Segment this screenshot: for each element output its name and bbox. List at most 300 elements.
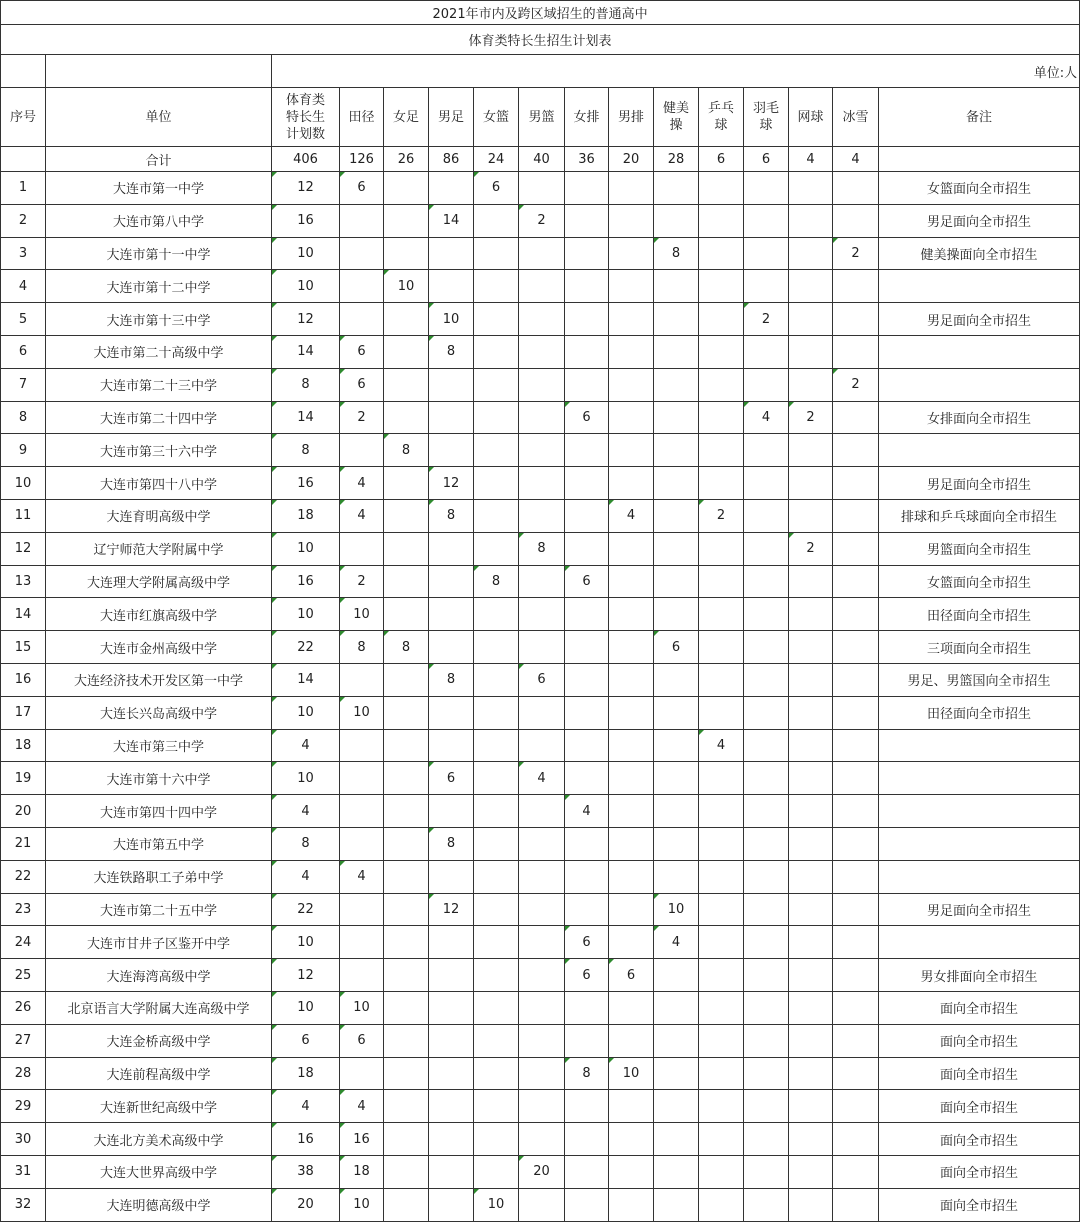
row-value: 2 xyxy=(340,401,384,434)
row-value xyxy=(429,172,474,205)
row-value xyxy=(789,1024,833,1057)
row-index: 6 xyxy=(1,335,46,368)
row-value xyxy=(384,860,429,893)
row-value xyxy=(699,1155,744,1188)
row-value xyxy=(833,827,879,860)
row-index: 2 xyxy=(1,204,46,237)
row-value xyxy=(565,303,609,336)
row-value xyxy=(519,499,565,532)
row-value xyxy=(429,926,474,959)
row-value xyxy=(833,467,879,500)
row-value xyxy=(565,1188,609,1221)
row-value xyxy=(519,729,565,762)
row-value xyxy=(833,1057,879,1090)
row-value xyxy=(519,1024,565,1057)
header-tianjing: 田径 xyxy=(340,88,384,147)
row-value xyxy=(429,959,474,992)
row-value: 4 xyxy=(340,860,384,893)
row-value: 8 xyxy=(272,368,340,401)
total-value: 26 xyxy=(384,147,429,172)
row-value: 16 xyxy=(272,1123,340,1156)
total-value: 6 xyxy=(699,147,744,172)
header-nvzu: 女足 xyxy=(384,88,429,147)
table-row xyxy=(1,499,1080,532)
row-index: 16 xyxy=(1,663,46,696)
row-value xyxy=(789,631,833,664)
row-value xyxy=(565,729,609,762)
table-row xyxy=(1,1090,1080,1123)
row-school: 大连市第四十四中学 xyxy=(46,795,272,828)
row-value: 8 xyxy=(519,532,565,565)
row-value xyxy=(474,991,519,1024)
row-value: 14 xyxy=(429,204,474,237)
row-index: 27 xyxy=(1,1024,46,1057)
row-value: 14 xyxy=(272,663,340,696)
row-value xyxy=(833,499,879,532)
table-row xyxy=(1,1188,1080,1221)
row-value xyxy=(654,598,699,631)
row-value xyxy=(789,1090,833,1123)
total-value: 40 xyxy=(519,147,565,172)
row-value xyxy=(654,729,699,762)
row-school: 大连大世界高级中学 xyxy=(46,1155,272,1188)
row-value xyxy=(429,991,474,1024)
row-value xyxy=(609,1090,654,1123)
row-value xyxy=(429,270,474,303)
row-school: 北京语言大学附属大连高级中学 xyxy=(46,991,272,1024)
row-value xyxy=(654,959,699,992)
row-value xyxy=(699,401,744,434)
row-value: 4 xyxy=(609,499,654,532)
row-value: 2 xyxy=(833,368,879,401)
row-index: 8 xyxy=(1,401,46,434)
row-note: 男篮面向全市招生 xyxy=(879,532,1080,565)
row-value xyxy=(833,1123,879,1156)
row-index: 7 xyxy=(1,368,46,401)
row-value: 8 xyxy=(429,663,474,696)
row-value xyxy=(789,926,833,959)
row-value xyxy=(699,204,744,237)
row-value xyxy=(565,270,609,303)
row-school: 大连前程高级中学 xyxy=(46,1057,272,1090)
row-index: 22 xyxy=(1,860,46,893)
totals-row xyxy=(1,147,1080,172)
row-value xyxy=(340,1057,384,1090)
row-value xyxy=(384,368,429,401)
row-value xyxy=(654,532,699,565)
row-value xyxy=(519,827,565,860)
row-value xyxy=(429,631,474,664)
row-value: 6 xyxy=(519,663,565,696)
row-value: 10 xyxy=(340,598,384,631)
row-value xyxy=(340,270,384,303)
row-index: 28 xyxy=(1,1057,46,1090)
row-value xyxy=(609,467,654,500)
row-value xyxy=(340,926,384,959)
header-bingxue: 冰雪 xyxy=(833,88,879,147)
row-value: 4 xyxy=(340,1090,384,1123)
row-value xyxy=(833,204,879,237)
table-row xyxy=(1,434,1080,467)
header-unit: 单位 xyxy=(46,88,272,147)
row-school: 大连市第十六中学 xyxy=(46,762,272,795)
row-value: 8 xyxy=(565,1057,609,1090)
row-value xyxy=(519,467,565,500)
row-value xyxy=(429,696,474,729)
row-value xyxy=(565,1090,609,1123)
row-value xyxy=(609,532,654,565)
row-value xyxy=(429,860,474,893)
row-index: 5 xyxy=(1,303,46,336)
row-value xyxy=(609,368,654,401)
row-value: 4 xyxy=(744,401,789,434)
row-value xyxy=(789,795,833,828)
row-value: 10 xyxy=(609,1057,654,1090)
row-index: 10 xyxy=(1,467,46,500)
row-value: 4 xyxy=(519,762,565,795)
row-value xyxy=(744,172,789,205)
row-value: 4 xyxy=(340,467,384,500)
row-value xyxy=(833,663,879,696)
row-value xyxy=(744,631,789,664)
row-value xyxy=(789,827,833,860)
row-index: 13 xyxy=(1,565,46,598)
row-value xyxy=(519,335,565,368)
row-value xyxy=(609,1188,654,1221)
row-value xyxy=(699,1024,744,1057)
table-title: 2021年市内及跨区域招生的普通高中 xyxy=(1,1,1080,25)
row-index: 11 xyxy=(1,499,46,532)
row-value xyxy=(429,598,474,631)
row-value xyxy=(699,335,744,368)
row-index: 14 xyxy=(1,598,46,631)
row-value xyxy=(833,1155,879,1188)
row-value xyxy=(609,270,654,303)
table-row xyxy=(1,1155,1080,1188)
row-value: 18 xyxy=(272,499,340,532)
row-value xyxy=(699,663,744,696)
row-value: 2 xyxy=(833,237,879,270)
table-row xyxy=(1,598,1080,631)
row-value xyxy=(384,1057,429,1090)
row-value xyxy=(384,1024,429,1057)
total-value: 36 xyxy=(565,147,609,172)
header-nvlan: 女篮 xyxy=(474,88,519,147)
row-value xyxy=(384,237,429,270)
row-value xyxy=(789,663,833,696)
row-value xyxy=(833,1024,879,1057)
row-value xyxy=(384,335,429,368)
row-value xyxy=(654,565,699,598)
row-value xyxy=(474,598,519,631)
table-row xyxy=(1,1123,1080,1156)
row-index: 30 xyxy=(1,1123,46,1156)
row-value: 10 xyxy=(272,926,340,959)
row-value xyxy=(744,204,789,237)
row-value xyxy=(699,795,744,828)
row-school: 大连育明高级中学 xyxy=(46,499,272,532)
blank-cell xyxy=(46,55,272,88)
totals-note xyxy=(879,147,1080,172)
row-value xyxy=(474,696,519,729)
row-value: 6 xyxy=(474,172,519,205)
row-index: 23 xyxy=(1,893,46,926)
row-value xyxy=(474,237,519,270)
row-value xyxy=(565,1155,609,1188)
row-value xyxy=(474,401,519,434)
row-value xyxy=(609,598,654,631)
row-value xyxy=(789,696,833,729)
row-value xyxy=(340,303,384,336)
row-value xyxy=(744,762,789,795)
row-value xyxy=(833,335,879,368)
row-value xyxy=(609,696,654,729)
row-index: 32 xyxy=(1,1188,46,1221)
table-row xyxy=(1,401,1080,434)
row-value xyxy=(384,532,429,565)
row-value: 22 xyxy=(272,893,340,926)
row-value xyxy=(340,893,384,926)
row-value: 6 xyxy=(654,631,699,664)
row-value xyxy=(833,991,879,1024)
header-row xyxy=(1,88,1080,147)
table-row xyxy=(1,729,1080,762)
row-value xyxy=(833,1090,879,1123)
row-value xyxy=(474,926,519,959)
row-value xyxy=(744,270,789,303)
row-value xyxy=(654,860,699,893)
row-value xyxy=(474,762,519,795)
row-value xyxy=(474,729,519,762)
total-value: 86 xyxy=(429,147,474,172)
row-value xyxy=(384,598,429,631)
row-value xyxy=(384,991,429,1024)
row-value xyxy=(654,499,699,532)
row-value xyxy=(565,631,609,664)
row-value xyxy=(519,303,565,336)
row-value xyxy=(384,499,429,532)
row-value xyxy=(699,467,744,500)
row-note: 男足、男篮国向全市招生 xyxy=(879,663,1080,696)
row-school: 大连理大学附属高级中学 xyxy=(46,565,272,598)
row-value xyxy=(609,565,654,598)
total-value: 126 xyxy=(340,147,384,172)
row-value xyxy=(744,1090,789,1123)
total-value: 28 xyxy=(654,147,699,172)
row-value xyxy=(699,1123,744,1156)
row-note xyxy=(879,926,1080,959)
row-value: 4 xyxy=(272,1090,340,1123)
row-value xyxy=(609,893,654,926)
header-wangqiu: 网球 xyxy=(789,88,833,147)
row-value xyxy=(565,991,609,1024)
row-value xyxy=(474,1057,519,1090)
row-value xyxy=(384,401,429,434)
row-value: 10 xyxy=(272,532,340,565)
row-school: 大连铁路职工子弟中学 xyxy=(46,860,272,893)
row-value xyxy=(833,729,879,762)
row-value xyxy=(744,795,789,828)
row-value: 2 xyxy=(789,532,833,565)
row-value: 16 xyxy=(272,565,340,598)
row-value: 10 xyxy=(340,696,384,729)
row-value xyxy=(474,335,519,368)
table-row xyxy=(1,204,1080,237)
row-value: 12 xyxy=(272,303,340,336)
row-value xyxy=(474,303,519,336)
row-school: 大连市红旗高级中学 xyxy=(46,598,272,631)
row-value xyxy=(474,467,519,500)
row-value: 2 xyxy=(744,303,789,336)
row-value xyxy=(519,959,565,992)
row-note: 面向全市招生 xyxy=(879,1024,1080,1057)
table-row xyxy=(1,1057,1080,1090)
row-index: 24 xyxy=(1,926,46,959)
row-value: 6 xyxy=(565,959,609,992)
header-total: 体育类 特长生 计划数 xyxy=(272,88,340,147)
table-row xyxy=(1,860,1080,893)
row-school: 辽宁师范大学附属中学 xyxy=(46,532,272,565)
row-note: 女篮面向全市招生 xyxy=(879,565,1080,598)
row-value: 8 xyxy=(429,499,474,532)
row-value xyxy=(519,991,565,1024)
row-value: 10 xyxy=(272,237,340,270)
row-note: 女篮面向全市招生 xyxy=(879,172,1080,205)
row-value xyxy=(609,172,654,205)
row-value xyxy=(654,204,699,237)
row-value: 6 xyxy=(340,172,384,205)
row-value: 8 xyxy=(384,631,429,664)
row-value xyxy=(699,598,744,631)
row-value xyxy=(429,1123,474,1156)
row-value xyxy=(789,303,833,336)
row-value xyxy=(474,368,519,401)
row-value xyxy=(519,1188,565,1221)
header-nvpai: 女排 xyxy=(565,88,609,147)
row-school: 大连市第二十三中学 xyxy=(46,368,272,401)
row-value xyxy=(384,204,429,237)
row-value xyxy=(789,467,833,500)
row-value xyxy=(654,335,699,368)
row-value: 6 xyxy=(340,1024,384,1057)
row-value xyxy=(699,434,744,467)
row-value xyxy=(654,663,699,696)
row-value xyxy=(654,1090,699,1123)
row-value xyxy=(699,532,744,565)
row-value xyxy=(654,467,699,500)
row-school: 大连市第五中学 xyxy=(46,827,272,860)
row-note xyxy=(879,335,1080,368)
row-value xyxy=(654,1188,699,1221)
row-value xyxy=(565,1123,609,1156)
row-value xyxy=(429,795,474,828)
row-value xyxy=(699,631,744,664)
row-value xyxy=(340,532,384,565)
row-value: 4 xyxy=(340,499,384,532)
row-value: 22 xyxy=(272,631,340,664)
row-value xyxy=(340,663,384,696)
total-value: 20 xyxy=(609,147,654,172)
row-value: 4 xyxy=(565,795,609,828)
row-value xyxy=(429,1188,474,1221)
row-school: 大连北方美术高级中学 xyxy=(46,1123,272,1156)
table-row xyxy=(1,991,1080,1024)
row-value xyxy=(340,729,384,762)
row-note: 男足面向全市招生 xyxy=(879,204,1080,237)
row-value xyxy=(699,1188,744,1221)
row-value xyxy=(744,368,789,401)
row-value: 12 xyxy=(272,172,340,205)
row-note xyxy=(879,434,1080,467)
table-row xyxy=(1,565,1080,598)
row-value: 12 xyxy=(272,959,340,992)
row-value xyxy=(340,204,384,237)
row-value xyxy=(609,991,654,1024)
row-school: 大连市第十二中学 xyxy=(46,270,272,303)
row-note xyxy=(879,860,1080,893)
row-value xyxy=(744,1057,789,1090)
row-value xyxy=(699,926,744,959)
row-value xyxy=(519,565,565,598)
row-value: 2 xyxy=(519,204,565,237)
header-yumao: 羽毛 球 xyxy=(744,88,789,147)
row-value xyxy=(789,237,833,270)
row-value xyxy=(744,663,789,696)
row-value xyxy=(833,795,879,828)
row-value: 16 xyxy=(272,467,340,500)
row-value xyxy=(429,565,474,598)
row-school: 大连市第二十四中学 xyxy=(46,401,272,434)
row-value xyxy=(744,467,789,500)
row-value: 8 xyxy=(429,827,474,860)
row-value xyxy=(699,565,744,598)
row-value xyxy=(429,1155,474,1188)
row-value xyxy=(474,631,519,664)
row-value xyxy=(474,434,519,467)
header-note: 备注 xyxy=(879,88,1080,147)
row-value xyxy=(565,237,609,270)
row-value xyxy=(609,1155,654,1188)
row-value xyxy=(744,565,789,598)
row-value xyxy=(609,204,654,237)
header-nanlan: 男篮 xyxy=(519,88,565,147)
header-index: 序号 xyxy=(1,88,46,147)
row-value xyxy=(474,499,519,532)
row-value: 18 xyxy=(272,1057,340,1090)
row-value xyxy=(744,1123,789,1156)
row-value xyxy=(833,893,879,926)
row-school: 大连市第三中学 xyxy=(46,729,272,762)
row-value xyxy=(833,631,879,664)
row-value: 2 xyxy=(699,499,744,532)
row-value xyxy=(429,532,474,565)
row-value xyxy=(833,926,879,959)
table-row xyxy=(1,335,1080,368)
row-value xyxy=(429,1057,474,1090)
row-value xyxy=(384,1155,429,1188)
row-value xyxy=(699,893,744,926)
row-school: 大连市第二十五中学 xyxy=(46,893,272,926)
row-school: 大连经济技术开发区第一中学 xyxy=(46,663,272,696)
row-value xyxy=(519,631,565,664)
row-value xyxy=(699,860,744,893)
row-value xyxy=(384,795,429,828)
row-value xyxy=(609,795,654,828)
row-value xyxy=(609,335,654,368)
row-value xyxy=(565,499,609,532)
row-value xyxy=(789,565,833,598)
row-value xyxy=(789,270,833,303)
